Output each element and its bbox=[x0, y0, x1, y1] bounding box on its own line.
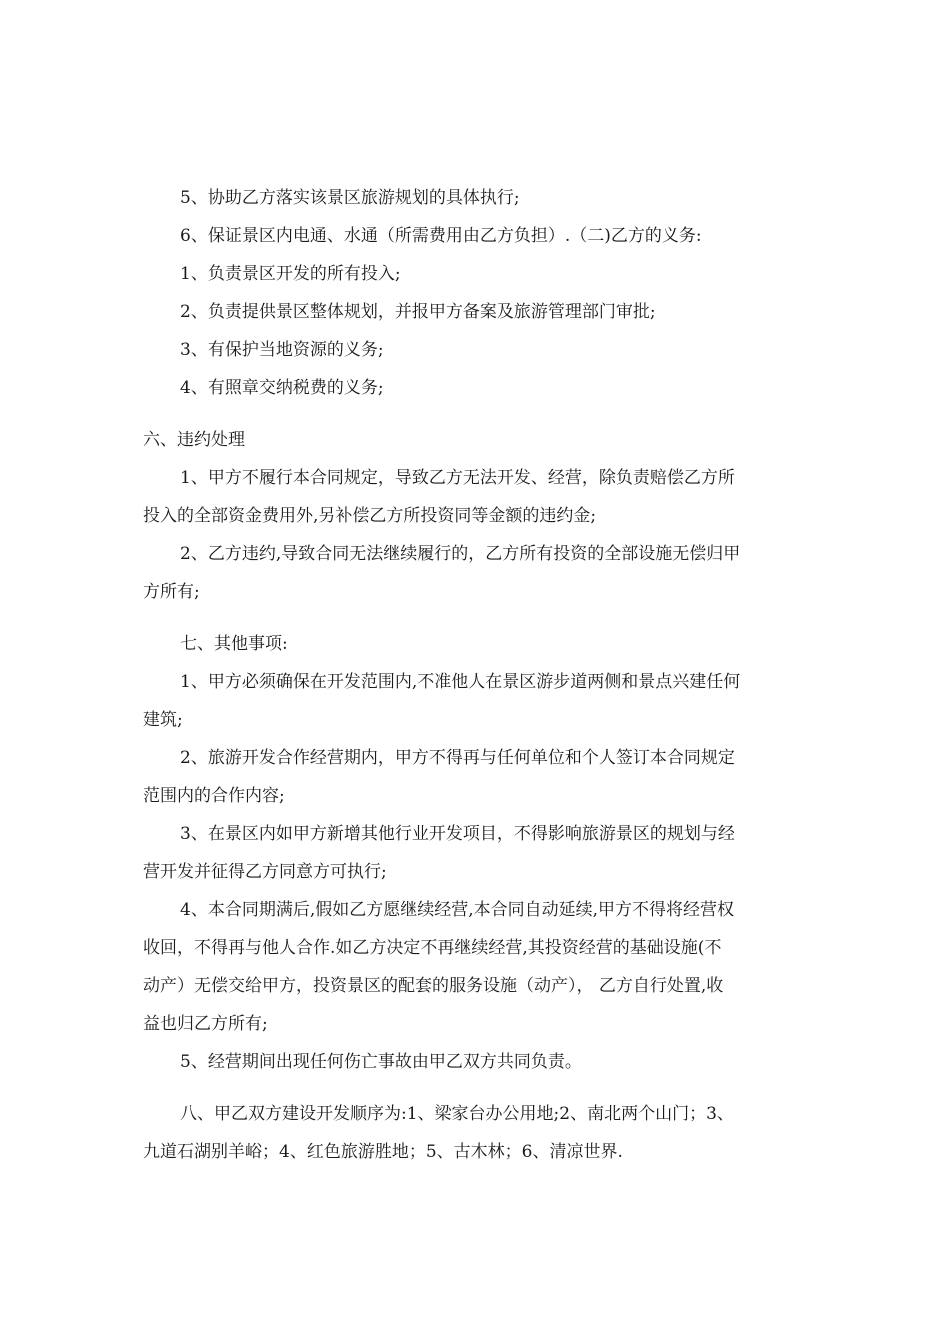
breach-item-2-line-1: 2、乙方违约,导致合同无法继续履行的，乙方所有投资的全部设施无偿归甲 bbox=[180, 544, 741, 564]
other-item-2-line-2: 范围内的合作内容; bbox=[143, 786, 285, 806]
breach-item-1-line-2: 投入的全部资金费用外,另补偿乙方所投资同等金额的违约金; bbox=[143, 506, 597, 526]
other-item-3-line-2: 营开发并征得乙方同意方可执行; bbox=[143, 862, 387, 882]
other-item-4-line-2: 收回，不得再与他人合作.如乙方决定不再继续经营,其投资经营的基础设施(不 bbox=[143, 938, 722, 958]
obligation-b-item-4: 4、有照章交纳税费的义务; bbox=[180, 378, 384, 398]
breach-heading: 六、违约处理 bbox=[143, 430, 245, 450]
obligation-a-item-5: 5、协助乙方落实该景区旅游规划的具体执行; bbox=[180, 188, 520, 208]
other-item-3-line-1: 3、在景区内如甲方新增其他行业开发项目，不得影响旅游景区的规划与经 bbox=[180, 824, 735, 844]
other-item-2-line-1: 2、旅游开发合作经营期内，甲方不得再与任何单位和个人签订本合同规定 bbox=[180, 748, 735, 768]
other-item-5: 5、经营期间出现任何伤亡事故由甲乙双方共同负责。 bbox=[180, 1052, 582, 1072]
other-item-4-line-3: 动产）无偿交给甲方，投资景区的配套的服务设施（动产）， 乙方自行处置,收 bbox=[143, 976, 724, 996]
obligation-a-item-6: 6、保证景区内电通、水通（所需费用由乙方负担）.（二)乙方的义务: bbox=[180, 226, 702, 246]
other-item-4-line-4: 益也归乙方所有; bbox=[143, 1014, 268, 1034]
other-heading: 七、其他事项: bbox=[180, 634, 288, 654]
breach-item-2-line-2: 方所有; bbox=[143, 582, 200, 602]
other-item-1-line-1: 1、甲方必须确保在开发范围内,不准他人在景区游步道两侧和景点兴建任何 bbox=[180, 672, 741, 692]
obligation-b-item-1: 1、负责景区开发的所有投入; bbox=[180, 264, 401, 284]
obligation-b-item-2: 2、负责提供景区整体规划，并报甲方备案及旅游管理部门审批; bbox=[180, 302, 656, 322]
obligation-b-item-3: 3、有保护当地资源的义务; bbox=[180, 340, 384, 360]
order-line-1: 八、甲乙双方建设开发顺序为:1、梁家台办公用地;2、南北两个山门；3、 bbox=[180, 1104, 734, 1124]
other-item-1-line-2: 建筑; bbox=[143, 710, 183, 730]
other-item-4-line-1: 4、本合同期满后,假如乙方愿继续经营,本合同自动延续,甲方不得将经营权 bbox=[180, 900, 735, 920]
order-line-2: 九道石湖别羊峪；4、红色旅游胜地；5、古木林；6、清凉世界. bbox=[143, 1142, 623, 1162]
breach-item-1-line-1: 1、甲方不履行本合同规定，导致乙方无法开发、经营，除负责赔偿乙方所 bbox=[180, 468, 735, 488]
